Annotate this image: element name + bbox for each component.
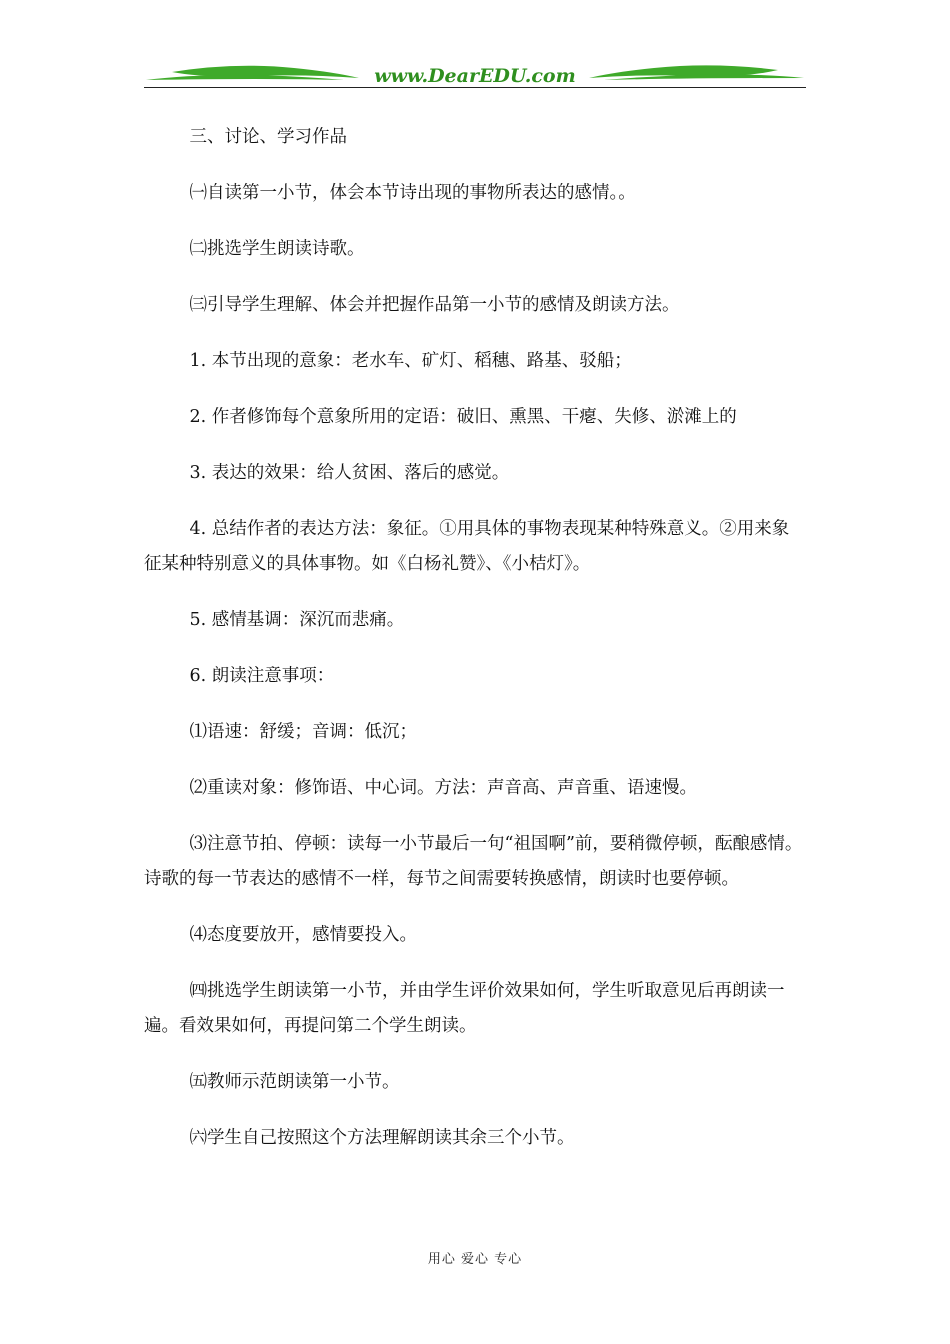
paragraph: ㈥学生自己按照这个方法理解朗读其余三个小节。 — [189, 1128, 575, 1148]
list-item: 5. 感情基调：深沉而悲痛。 — [189, 610, 405, 630]
paragraph: ㈠自读第一小节，体会本节诗出现的事物所表达的感情。。 — [189, 183, 636, 203]
list-item: 2. 作者修饰每个意象所用的定语：破旧、熏黑、干瘪、失修、淤滩上的 — [189, 407, 737, 427]
list-item: 3. 表达的效果：给人贫困、落后的感觉。 — [189, 463, 510, 483]
left-swoosh-tail-icon — [146, 75, 344, 80]
section-heading: 三、讨论、学习作品 — [189, 127, 347, 147]
sub-list-item: ⑷态度要放开，感情要投入。 — [189, 925, 417, 945]
document-body — [144, 120, 806, 1177]
list-item: 6. 朗读注意事项： — [189, 666, 335, 686]
page-header — [144, 58, 806, 92]
paragraph: ㈣挑选学生朗读第一小节，并由学生评价效果如何，学生听取意见后再朗读一遍。看效果如何，再提问第二个学生朗读。 — [144, 981, 785, 1036]
header-divider — [144, 87, 806, 88]
sub-list-item: ⑵重读对象：修饰语、中心词。方法：声音高、声音重、语速慢。 — [189, 778, 697, 798]
paragraph: ㈡挑选学生朗读诗歌。 — [189, 239, 365, 259]
page-footer: 用心 爱心 专心 — [427, 1252, 523, 1267]
sub-list-item: ⑴语速：舒缓；音调：低沉； — [189, 722, 417, 742]
list-item: 1. 本节出现的意象：老水车、矿灯、稻穗、路基、驳船； — [189, 351, 632, 371]
paragraph: ㈤教师示范朗读第一小节。 — [189, 1072, 400, 1092]
paragraph: ㈢引导学生理解、体会并把握作品第一小节的感情及朗读方法。 — [189, 295, 680, 315]
sub-list-item: ⑶注意节拍、停顿：读每一小节最后一句“祖国啊”前，要稍微停顿，酝酿感情。诗歌的每一节表达的感情不一样，每节之间需要转换感情，朗读时也要停顿。 — [144, 834, 803, 889]
list-item: 4. 总结作者的表达方法：象征。①用具体的事物表现某种特殊意义。②用来象征某种特别意义的具体事物。如《白杨礼赞》、《小桔灯》。 — [144, 519, 790, 574]
site-logo-text: www.DearEDU.com — [374, 65, 576, 87]
site-logo — [144, 58, 806, 88]
